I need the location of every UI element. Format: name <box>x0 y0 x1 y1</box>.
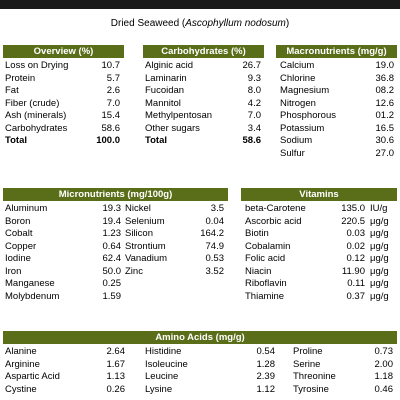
vitamins-row-value: 135.0 <box>341 203 365 214</box>
macronutrients-row-value: 16.5 <box>375 122 394 134</box>
amino-acids-row-label: Threonine <box>293 371 336 382</box>
vitamins-row-unit: μg/g <box>370 240 389 252</box>
overview-row-value: 5.7 <box>106 72 120 84</box>
amino-acids-row <box>145 371 275 384</box>
title-species: Ascophyllum nodosum <box>185 18 286 29</box>
overview-row <box>3 98 124 111</box>
amino-acids-row-value: 1.18 <box>374 371 393 382</box>
macronutrients-row-label: Chlorine <box>280 72 316 84</box>
carbohydrates-total-value: 58.6 <box>242 135 261 146</box>
amino-acids-row <box>145 359 275 372</box>
micronutrients-row-value: 19.3 <box>102 203 121 214</box>
micronutrients-row <box>125 253 228 266</box>
overview-row-label: Ash (minerals) <box>5 110 67 121</box>
micronutrients-row-label: Zinc <box>125 265 143 277</box>
overview-total-label: Total <box>5 135 27 146</box>
vitamins-header: Vitamins <box>241 188 397 201</box>
micronutrients-row <box>3 241 121 254</box>
carbohydrates-row-value: 3.4 <box>247 122 261 134</box>
amino-acids-row-value: 0.73 <box>374 346 393 357</box>
overview-row-label: Protein <box>5 72 36 84</box>
vitamins-row-value: 0.03 <box>346 228 365 239</box>
amino-acids-row-label: Arginine <box>5 358 40 370</box>
macronutrients-row-label: Magnesium <box>280 85 330 96</box>
micronutrients-row-label: Nickel <box>125 203 151 214</box>
micronutrients-panel <box>3 188 228 302</box>
macronutrients-row <box>276 110 397 123</box>
title-suffix: ) <box>285 18 290 29</box>
macronutrients-row <box>276 123 397 136</box>
amino-acids-row <box>3 359 125 372</box>
macronutrients-row-label: Calcium <box>280 60 315 71</box>
amino-acids-row <box>3 384 125 397</box>
amino-acids-row-label: Aspartic Acid <box>5 371 60 382</box>
micronutrients-row-label: Copper <box>5 240 37 252</box>
vitamins-row <box>241 203 397 216</box>
overview-rows <box>3 60 124 135</box>
carbohydrates-row <box>143 60 264 73</box>
amino-acids-row <box>293 346 397 359</box>
micronutrients-row <box>3 203 121 216</box>
carbohydrates-row <box>143 98 264 111</box>
overview-row <box>3 123 124 136</box>
micronutrients-row-value: 1.59 <box>102 290 121 302</box>
micronutrients-row <box>125 266 228 279</box>
micronutrients-row-label: Selenium <box>125 215 165 227</box>
macronutrients-row-value: 12.6 <box>375 97 394 109</box>
vitamins-row <box>241 291 397 304</box>
micronutrients-row-label: Strontium <box>125 240 166 252</box>
amino-acids-row-value: 1.12 <box>256 383 275 395</box>
vitamins-row-value: 220.5 <box>341 215 365 227</box>
overview-row <box>3 110 124 123</box>
amino-acids-row <box>3 371 125 384</box>
micronutrients-row-label: Vanadium <box>125 253 168 264</box>
amino-acids-row-label: Alanine <box>5 346 37 357</box>
amino-acids-row-value: 1.13 <box>106 371 125 382</box>
amino-acids-row-label: Isoleucine <box>145 358 188 370</box>
macronutrients-row-value: 08.2 <box>375 85 394 96</box>
amino-acids-row <box>293 371 397 384</box>
macronutrients-row <box>276 135 397 148</box>
macronutrients-row-label: Potassium <box>280 122 325 134</box>
vitamins-row-value: 0.12 <box>346 253 365 264</box>
overview-row-value: 58.6 <box>101 122 120 134</box>
amino-acids-row-value: 0.46 <box>374 383 393 395</box>
vitamins-row-label: Cobalamin <box>245 240 291 252</box>
carbohydrates-row-value: 26.7 <box>242 60 261 71</box>
vitamins-row-unit: μg/g <box>370 278 389 289</box>
carbohydrates-header: Carbohydrates (%) <box>143 45 264 58</box>
amino-acids-row-value: 0.54 <box>256 346 275 357</box>
carbohydrates-row-value: 9.3 <box>247 72 261 84</box>
micronutrients-row-value: 3.52 <box>205 265 224 277</box>
overview-row <box>3 73 124 86</box>
micronutrients-row <box>3 291 121 304</box>
vitamins-row <box>241 253 397 266</box>
macronutrients-row <box>276 148 397 161</box>
overview-row <box>3 85 124 98</box>
micronutrients-row-value: 19.4 <box>102 215 121 227</box>
amino-acids-row-value: 2.00 <box>374 358 393 370</box>
overview-total-row <box>3 135 124 148</box>
macronutrients-row-label: Nitrogen <box>280 97 316 109</box>
micronutrients-row <box>125 216 228 229</box>
vitamins-row-unit: IU/g <box>370 203 388 214</box>
amino-acids-col1 <box>3 346 125 396</box>
macronutrients-header: Macronutrients (mg/g) <box>276 45 397 58</box>
vitamins-row <box>241 278 397 291</box>
amino-acids-header: Amino Acids (mg/g) <box>3 331 397 344</box>
vitamins-row-value: 0.37 <box>346 290 365 302</box>
overview-row-value: 7.0 <box>106 97 120 109</box>
carbohydrates-total-label: Total <box>145 135 167 146</box>
amino-acids-row-label: Serine <box>293 358 321 370</box>
vitamins-row-unit: μg/g <box>370 228 389 239</box>
vitamins-row-value: 0.11 <box>347 278 365 289</box>
carbohydrates-row <box>143 85 264 98</box>
macronutrients-row <box>276 98 397 111</box>
overview-row-value: 10.7 <box>101 60 120 71</box>
micronutrients-row <box>3 266 121 279</box>
page-title <box>0 18 400 29</box>
micronutrients-row <box>3 278 121 291</box>
macronutrients-row <box>276 85 397 98</box>
macronutrients-row-label: Sulfur <box>280 147 305 159</box>
amino-acids-row-value: 2.39 <box>256 371 275 382</box>
overview-row-label: Fiber (crude) <box>5 97 60 109</box>
overview-row-label: Loss on Drying <box>5 60 69 71</box>
vitamins-row-unit: μg/g <box>370 253 389 264</box>
vitamins-row-unit: μg/g <box>370 215 389 227</box>
amino-acids-row <box>293 384 397 397</box>
overview-row-label: Carbohydrates <box>5 122 68 134</box>
macronutrients-row-value: 36.8 <box>375 72 394 84</box>
carbohydrates-row-label: Fucoidan <box>145 85 185 96</box>
macronutrients-row-label: Phosphorous <box>280 110 336 121</box>
vitamins-row-unit: μg/g <box>370 290 389 302</box>
carbohydrates-row-value: 4.2 <box>247 97 261 109</box>
amino-acids-row <box>145 384 275 397</box>
amino-acids-row-label: Histidine <box>145 346 182 357</box>
micronutrients-row-label: Iron <box>5 265 22 277</box>
micronutrients-row <box>125 241 228 254</box>
micronutrients-row <box>3 216 121 229</box>
overview-row <box>3 60 124 73</box>
micronutrients-row-label: Manganese <box>5 278 55 289</box>
overview-header: Overview (%) <box>3 45 124 58</box>
carbohydrates-rows <box>143 60 264 135</box>
macronutrients-row-value: 30.6 <box>375 135 394 146</box>
micronutrients-row-label: Silicon <box>125 228 153 239</box>
amino-acids-row-label: Proline <box>293 346 323 357</box>
carbohydrates-row-label: Alginic acid <box>145 60 194 71</box>
overview-row-label: Fat <box>5 85 19 96</box>
vitamins-row <box>241 241 397 254</box>
vitamins-row-label: beta-Carotene <box>245 203 306 214</box>
amino-acids-row <box>293 359 397 372</box>
vitamins-rows <box>241 203 397 303</box>
micronutrients-row-value: 62.4 <box>102 253 121 264</box>
micronutrients-row <box>3 228 121 241</box>
micronutrients-row-value: 50.0 <box>102 265 121 277</box>
vitamins-row <box>241 266 397 279</box>
vitamins-row-label: Thiamine <box>245 290 285 302</box>
overview-panel <box>3 45 124 148</box>
macronutrients-row-value: 19.0 <box>375 60 394 71</box>
amino-acids-row-label: Tyrosine <box>293 383 329 395</box>
micronutrients-row-value: 0.53 <box>205 253 224 264</box>
carbohydrates-row-value: 8.0 <box>247 85 261 96</box>
micronutrients-row-label: Molybdenum <box>5 290 60 302</box>
micronutrients-row-value: 0.25 <box>102 278 121 289</box>
micronutrients-row-label: Aluminum <box>5 203 48 214</box>
micronutrients-col1 <box>3 203 121 303</box>
amino-acids-row-value: 1.67 <box>106 358 125 370</box>
amino-acids-row-label: Cystine <box>5 383 37 395</box>
macronutrients-row-value: 27.0 <box>375 147 394 159</box>
micronutrients-row-value: 74.9 <box>205 240 224 252</box>
amino-acids-row-label: Leucine <box>145 371 179 382</box>
micronutrients-col2 <box>125 203 228 278</box>
carbohydrates-row-label: Other sugars <box>145 122 200 134</box>
amino-acids-panel <box>3 331 397 395</box>
amino-acids-col3 <box>293 346 397 396</box>
macronutrients-row <box>276 60 397 73</box>
carbohydrates-row <box>143 73 264 86</box>
micronutrients-row-value: 0.04 <box>205 215 224 227</box>
micronutrients-row-label: Cobalt <box>5 228 33 239</box>
vitamins-row-unit: μg/g <box>370 265 389 277</box>
micronutrients-row <box>3 253 121 266</box>
micronutrients-row-value: 1.23 <box>102 228 121 239</box>
carbohydrates-row <box>143 123 264 136</box>
micronutrients-row-value: 3.5 <box>210 203 224 214</box>
amino-acids-col2 <box>145 346 275 396</box>
vitamins-row <box>241 216 397 229</box>
carbohydrates-total-row <box>143 135 264 148</box>
amino-acids-row-value: 1.28 <box>256 358 275 370</box>
amino-acids-row-value: 0.26 <box>106 383 125 395</box>
vitamins-row-label: Riboflavin <box>245 278 287 289</box>
micronutrients-row-value: 0.64 <box>102 240 121 252</box>
micronutrients-header: Micronutrients (mg/100g) <box>3 188 228 201</box>
vitamins-panel <box>241 188 397 303</box>
macronutrients-row-label: Sodium <box>280 135 313 146</box>
overview-row-value: 15.4 <box>101 110 120 121</box>
carbohydrates-row <box>143 110 264 123</box>
micronutrients-row <box>125 203 228 216</box>
vitamins-row-label: Ascorbic acid <box>245 215 302 227</box>
macronutrients-rows <box>276 60 397 160</box>
vitamins-row-label: Niacin <box>245 265 272 277</box>
vitamins-row <box>241 228 397 241</box>
carbohydrates-row-value: 7.0 <box>247 110 261 121</box>
macronutrients-row <box>276 73 397 86</box>
micronutrients-row-value: 164.2 <box>200 228 224 239</box>
amino-acids-row-label: Lysine <box>145 383 173 395</box>
micronutrients-row <box>125 228 228 241</box>
overview-total-value: 100.0 <box>96 135 120 146</box>
overview-row-value: 2.6 <box>106 85 120 96</box>
macronutrients-row-value: 01.2 <box>375 110 394 121</box>
title-prefix: Dried Seaweed ( <box>110 18 186 29</box>
amino-acids-row <box>145 346 275 359</box>
carbohydrates-row-label: Methylpentosan <box>145 110 213 121</box>
amino-acids-row-value: 2.64 <box>106 346 125 357</box>
carbohydrates-row-label: Laminarin <box>145 72 187 84</box>
vitamins-row-value: 11.90 <box>341 265 365 277</box>
macronutrients-panel <box>276 45 397 160</box>
micronutrients-row-label: Iodine <box>5 253 31 264</box>
top-bar <box>0 0 400 9</box>
carbohydrates-row-label: Mannitol <box>145 97 181 109</box>
vitamins-row-label: Folic acid <box>245 253 286 264</box>
vitamins-row-label: Biotin <box>245 228 269 239</box>
vitamins-row-value: 0.02 <box>346 240 365 252</box>
micronutrients-row-label: Boron <box>5 215 31 227</box>
carbohydrates-panel <box>143 45 264 148</box>
amino-acids-row <box>3 346 125 359</box>
